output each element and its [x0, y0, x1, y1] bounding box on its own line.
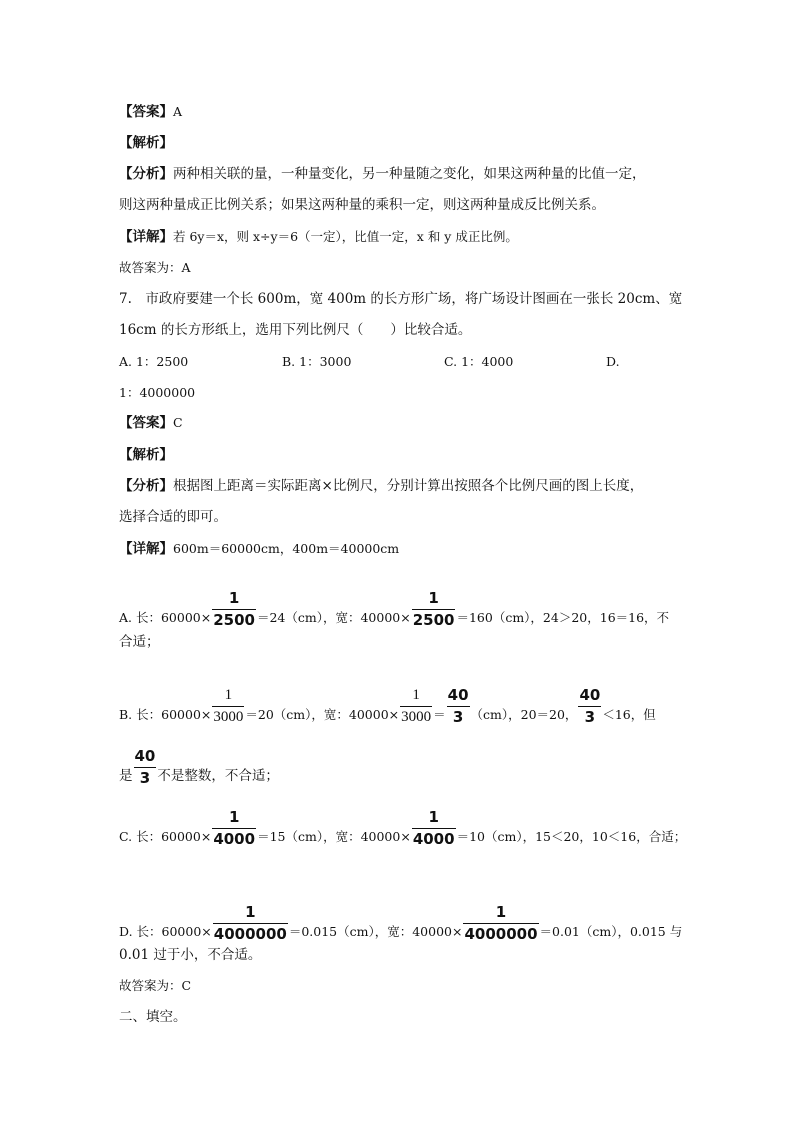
fraction-numerator: 1 — [400, 688, 432, 707]
fenxi-tag: 【分析】 — [119, 478, 173, 494]
answer-tag: 【答案】 — [119, 415, 173, 431]
calc-b-part-4: （cm），20＝20， — [470, 707, 578, 722]
answer-value: C — [173, 415, 183, 430]
fraction-denominator: 3000 — [401, 709, 432, 725]
fenxi-tag: 【分析】 — [119, 166, 173, 182]
answer-line — [119, 414, 183, 432]
fraction-numerator: 1 — [212, 688, 244, 707]
calc-b-part-1: B. 长：60000× — [119, 707, 212, 722]
detail-tag: 【详解】 — [119, 541, 173, 557]
fraction — [412, 591, 456, 628]
question-stem-line-1: 7. 市政府要建一个长 600m，宽 400m 的长方形广场，将广场设计图画在一张长 20cm、宽 — [119, 291, 683, 307]
calc-a-part-3: ＝160（cm），24＞20，16＝16，不 — [456, 610, 670, 625]
section-heading: 二、填空。 — [119, 1009, 187, 1025]
calc-c-part-1: C. 长：60000× — [119, 829, 212, 844]
fraction-denominator: 3000 — [213, 709, 244, 725]
fraction-numerator: 40 — [134, 749, 157, 768]
analysis-tag: 【解析】 — [119, 135, 173, 151]
fraction — [213, 905, 288, 942]
fraction — [134, 749, 157, 786]
fraction — [447, 688, 470, 725]
fraction — [212, 810, 256, 847]
fraction-numerator: 1 — [213, 905, 288, 924]
option-c: C. 1：4000 — [444, 354, 514, 369]
option-d-continued: 1：4000000 — [119, 385, 196, 400]
fraction-denominator: 2500 — [412, 611, 455, 629]
fraction — [578, 688, 601, 725]
calc-a-line-1 — [119, 589, 670, 637]
fraction-numerator: 1 — [412, 810, 456, 829]
calc-d-line-2: 0.01 过于小，不合适。 — [119, 947, 262, 963]
fraction — [412, 810, 456, 847]
fraction-denominator: 4000 — [412, 830, 455, 848]
options-row — [119, 353, 639, 371]
fraction-denominator: 4000000 — [213, 925, 287, 943]
detail-text: 若 6y＝x，则 x÷y＝6（一定），比值一定，x 和 y 成正比例。 — [173, 229, 518, 244]
fraction — [212, 688, 244, 725]
final-answer: 故答案为：C — [119, 978, 192, 993]
answer-value: A — [173, 104, 183, 119]
fraction-numerator: 40 — [447, 688, 470, 707]
fenxi-text: 两种相关联的量，一种量变化，另一种量随之变化，如果这两种量的比值一定， — [173, 166, 646, 182]
calc-b-part-3: ＝ — [433, 707, 446, 722]
calc-a-part-2: ＝24（cm），宽：40000× — [256, 610, 411, 625]
detail-line — [119, 540, 399, 558]
calc-b-line-2b: 不是整数，不合适； — [157, 768, 279, 784]
fraction-numerator: 40 — [578, 688, 601, 707]
fraction — [400, 688, 432, 725]
fenxi-line-1 — [119, 165, 646, 183]
calc-b-line-2 — [119, 747, 279, 795]
detail-line — [119, 228, 518, 246]
calc-d-part-2: ＝0.015（cm），宽：40000× — [288, 924, 463, 939]
fraction-numerator: 1 — [212, 591, 256, 610]
calc-b-part-5: ＜16，但 — [602, 707, 656, 722]
detail-tag: 【详解】 — [119, 229, 173, 245]
calc-b-part-2: ＝20（cm），宽：40000× — [245, 707, 400, 722]
fraction-numerator: 1 — [463, 905, 538, 924]
calc-d-part-3: ＝0.01（cm），0.015 与 — [539, 924, 683, 939]
calc-c-line-1 — [119, 808, 687, 856]
final-answer: 故答案为：A — [119, 260, 191, 275]
option-d: D. — [606, 354, 620, 369]
fenxi-line-1 — [119, 477, 643, 495]
fraction-numerator: 1 — [412, 591, 456, 610]
calc-d-part-1: D. 长：60000× — [119, 924, 212, 939]
fraction-denominator: 4000000 — [464, 925, 538, 943]
option-b: B. 1：3000 — [282, 354, 352, 369]
fraction-denominator: 3 — [452, 708, 464, 726]
fraction-denominator: 4000 — [213, 830, 256, 848]
calc-b-line-2a: 是 — [119, 768, 133, 784]
fenxi-text: 根据图上距离＝实际距离×比例尺，分别计算出按照各个比例尺画的图上长度， — [173, 478, 644, 494]
calc-a-line-2: 合适； — [119, 634, 160, 650]
calc-b-line-1 — [119, 686, 656, 734]
fraction-numerator: 1 — [212, 810, 256, 829]
fraction-denominator: 3 — [139, 769, 151, 787]
fenxi-line-2: 则这两种量成正比例关系；如果这两种量的乘积一定，则这两种量成反比例关系。 — [119, 197, 605, 213]
fraction-denominator: 2500 — [213, 611, 255, 629]
question-stem-line-2: 16cm 的长方形纸上，选用下列比例尺（ ）比较合适。 — [119, 322, 472, 338]
calc-c-part-3: ＝10（cm），15＜20，10＜16，合适； — [456, 829, 687, 844]
analysis-tag: 【解析】 — [119, 447, 173, 463]
calc-c-part-2: ＝15（cm），宽：40000× — [257, 829, 411, 844]
fraction — [212, 591, 256, 628]
option-a: A. 1：2500 — [119, 354, 189, 369]
fenxi-line-2: 选择合适的即可。 — [119, 509, 227, 525]
detail-text: 600m＝60000cm，400m＝40000cm — [173, 541, 400, 556]
answer-tag: 【答案】 — [119, 104, 173, 120]
fraction — [463, 905, 538, 942]
fraction-denominator: 3 — [584, 708, 596, 726]
answer-line — [119, 103, 182, 121]
calc-a-part-1: A. 长：60000× — [119, 610, 212, 625]
